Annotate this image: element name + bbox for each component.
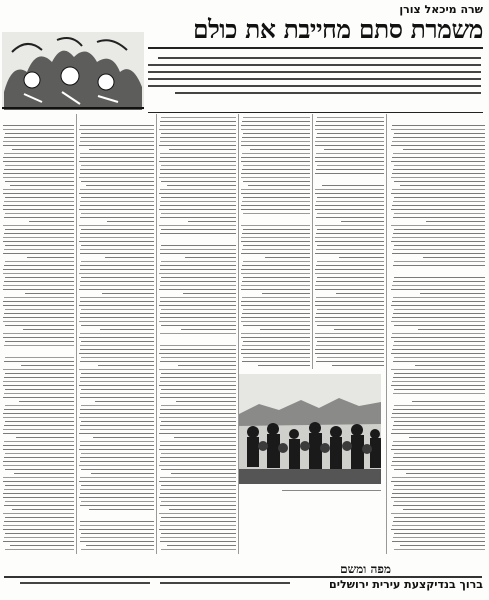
body-column — [78, 114, 154, 550]
footer-headline-mid — [160, 580, 290, 590]
body-column — [390, 114, 485, 550]
lead-rule — [148, 112, 483, 113]
column-rule — [156, 114, 157, 554]
column-rule — [238, 114, 239, 554]
body-column — [2, 114, 74, 550]
footer-headline-left — [20, 580, 150, 590]
column-rule — [312, 114, 313, 369]
headline: משמרת סתם מחייבת את כולם — [193, 15, 483, 44]
crowd-photograph — [239, 374, 381, 484]
lead-paragraph — [148, 52, 481, 108]
column-rule — [76, 114, 77, 554]
photo-caption — [239, 487, 381, 497]
body-column — [314, 114, 384, 366]
cartoon-illustration — [2, 32, 144, 110]
body-column — [240, 114, 310, 366]
byline: שרה מיכאל צורן — [399, 3, 483, 16]
column-rule — [386, 114, 387, 554]
footer-section — [0, 556, 489, 600]
body-column — [158, 114, 236, 550]
headline-rule — [148, 47, 483, 49]
section-title: מפה ומשם — [340, 562, 391, 576]
footer-subtitle: ברוך בנדיקצעת עירית ירושלים — [329, 578, 483, 591]
